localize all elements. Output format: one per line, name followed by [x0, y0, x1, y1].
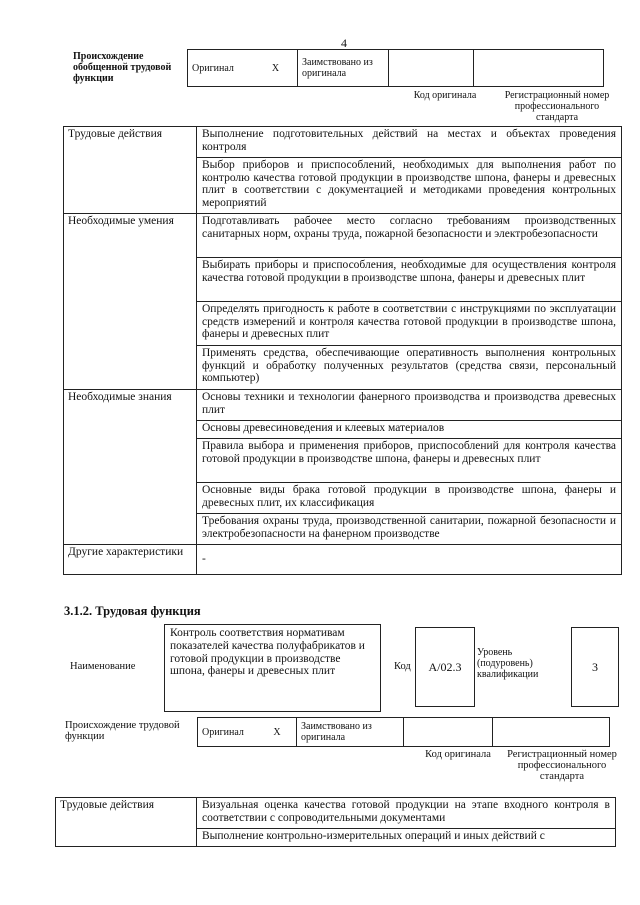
skill-item: Применять средства, обеспечивающие оперативность выполнения контрольных функций и обработку полученных результатов (средства связи, персональный компьютер)	[197, 346, 622, 390]
origin2-code-label: Код оригинала	[425, 749, 491, 760]
function-code: А/02.3	[415, 627, 475, 707]
origin-original: Оригинал	[188, 50, 255, 87]
origin-table	[187, 49, 604, 87]
functions-table-2	[55, 797, 616, 847]
level-label: Уровень (подуровень) квалификации	[477, 647, 539, 680]
knowledge-item: Требования охраны труда, производственной санитарии, пожарной безопасности и электробезопасности на фанерном производстве	[197, 514, 622, 545]
knowledge-item: Правила выбора и применения приборов, приспособлений для контроля качества готовой продукции в производстве шпона, фанеры и древесных плит	[197, 439, 622, 483]
origin2-borrowed: Заимствовано из оригинала	[297, 718, 404, 747]
actions-label: Трудовые действия	[64, 127, 197, 214]
knowledge-label: Необходимые знания	[64, 390, 197, 545]
section-title: 3.1.2. Трудовая функция	[64, 604, 201, 618]
origin-code-label: Код оригинала	[413, 90, 477, 101]
origin2-original: Оригинал	[198, 718, 259, 747]
page-number: 4	[341, 36, 347, 50]
origin-reg-label: Регистрационный номер профессионального стандарта	[504, 90, 610, 123]
skill-item: Подготавливать рабочее место согласно требованиям производственных санитарных норм, охраны труда, пожарной безопасности и электробезопасности	[197, 214, 622, 258]
function-name: Контроль соответствия нормативам показателей качества полуфабрикатов и готовой продукции в производстве шпона, фанеры и древесных плит	[164, 624, 381, 712]
action2-item: Выполнение контрольно-измерительных операций и иных действий с	[197, 829, 616, 847]
origin-label: Происхождение обобщенной трудовой функции	[73, 51, 172, 84]
other-value: -	[197, 545, 622, 575]
origin2-reg-cell	[493, 718, 610, 747]
skills-label: Необходимые умения	[64, 214, 197, 390]
actions2-label: Трудовые действия	[56, 798, 197, 847]
name-label: Наименование	[70, 661, 136, 672]
origin-borrowed: Заимствовано из оригинала	[298, 50, 389, 87]
origin2-mark: X	[258, 718, 297, 747]
origin2-reg-label: Регистрационный номер профессионального стандарта	[507, 749, 617, 782]
origin2-code-cell	[404, 718, 493, 747]
other-label: Другие характеристики	[64, 545, 197, 575]
action-item: Выполнение подготовительных действий на местах и объектах проведения контроля	[197, 127, 622, 158]
skill-item: Определять пригодность к работе в соответствии с инструкциями по эксплуатации средств измерений и контроля качества готовой продукции в производстве шпона, фанеры и древесных плит	[197, 302, 622, 346]
origin-code-cell	[389, 50, 474, 87]
functions-table	[63, 126, 622, 575]
knowledge-item: Основные виды брака готовой продукции в производстве шпона, фанеры и древесных плит, их классификация	[197, 483, 622, 514]
origin-reg-cell	[474, 50, 604, 87]
origin2-label: Происхождение трудовой функции	[65, 720, 180, 742]
knowledge-item: Основы техники и технологии фанерного производства и производства древесных плит	[197, 390, 622, 421]
action-item: Выбор приборов и приспособлений, необходимых для выполнения работ по контролю качества готовой продукции в производстве шпона, фанеры и древесных плит в соответствии с документацией и методиками проведения контрольных мероприятий	[197, 158, 622, 214]
code-label: Код	[394, 661, 411, 672]
origin-mark: X	[254, 50, 298, 87]
action2-item: Визуальная оценка качества готовой продукции на этапе входного контроля в соответствии с сопроводительными документами	[197, 798, 616, 829]
origin2-table	[197, 717, 610, 747]
skill-item: Выбирать приборы и приспособления, необходимые для осуществления контроля качества готовой продукции в производстве шпона, фанеры и древесных плит	[197, 258, 622, 302]
knowledge-item: Основы древесиноведения и клеевых материалов	[197, 421, 622, 439]
level-value: 3	[571, 627, 619, 707]
